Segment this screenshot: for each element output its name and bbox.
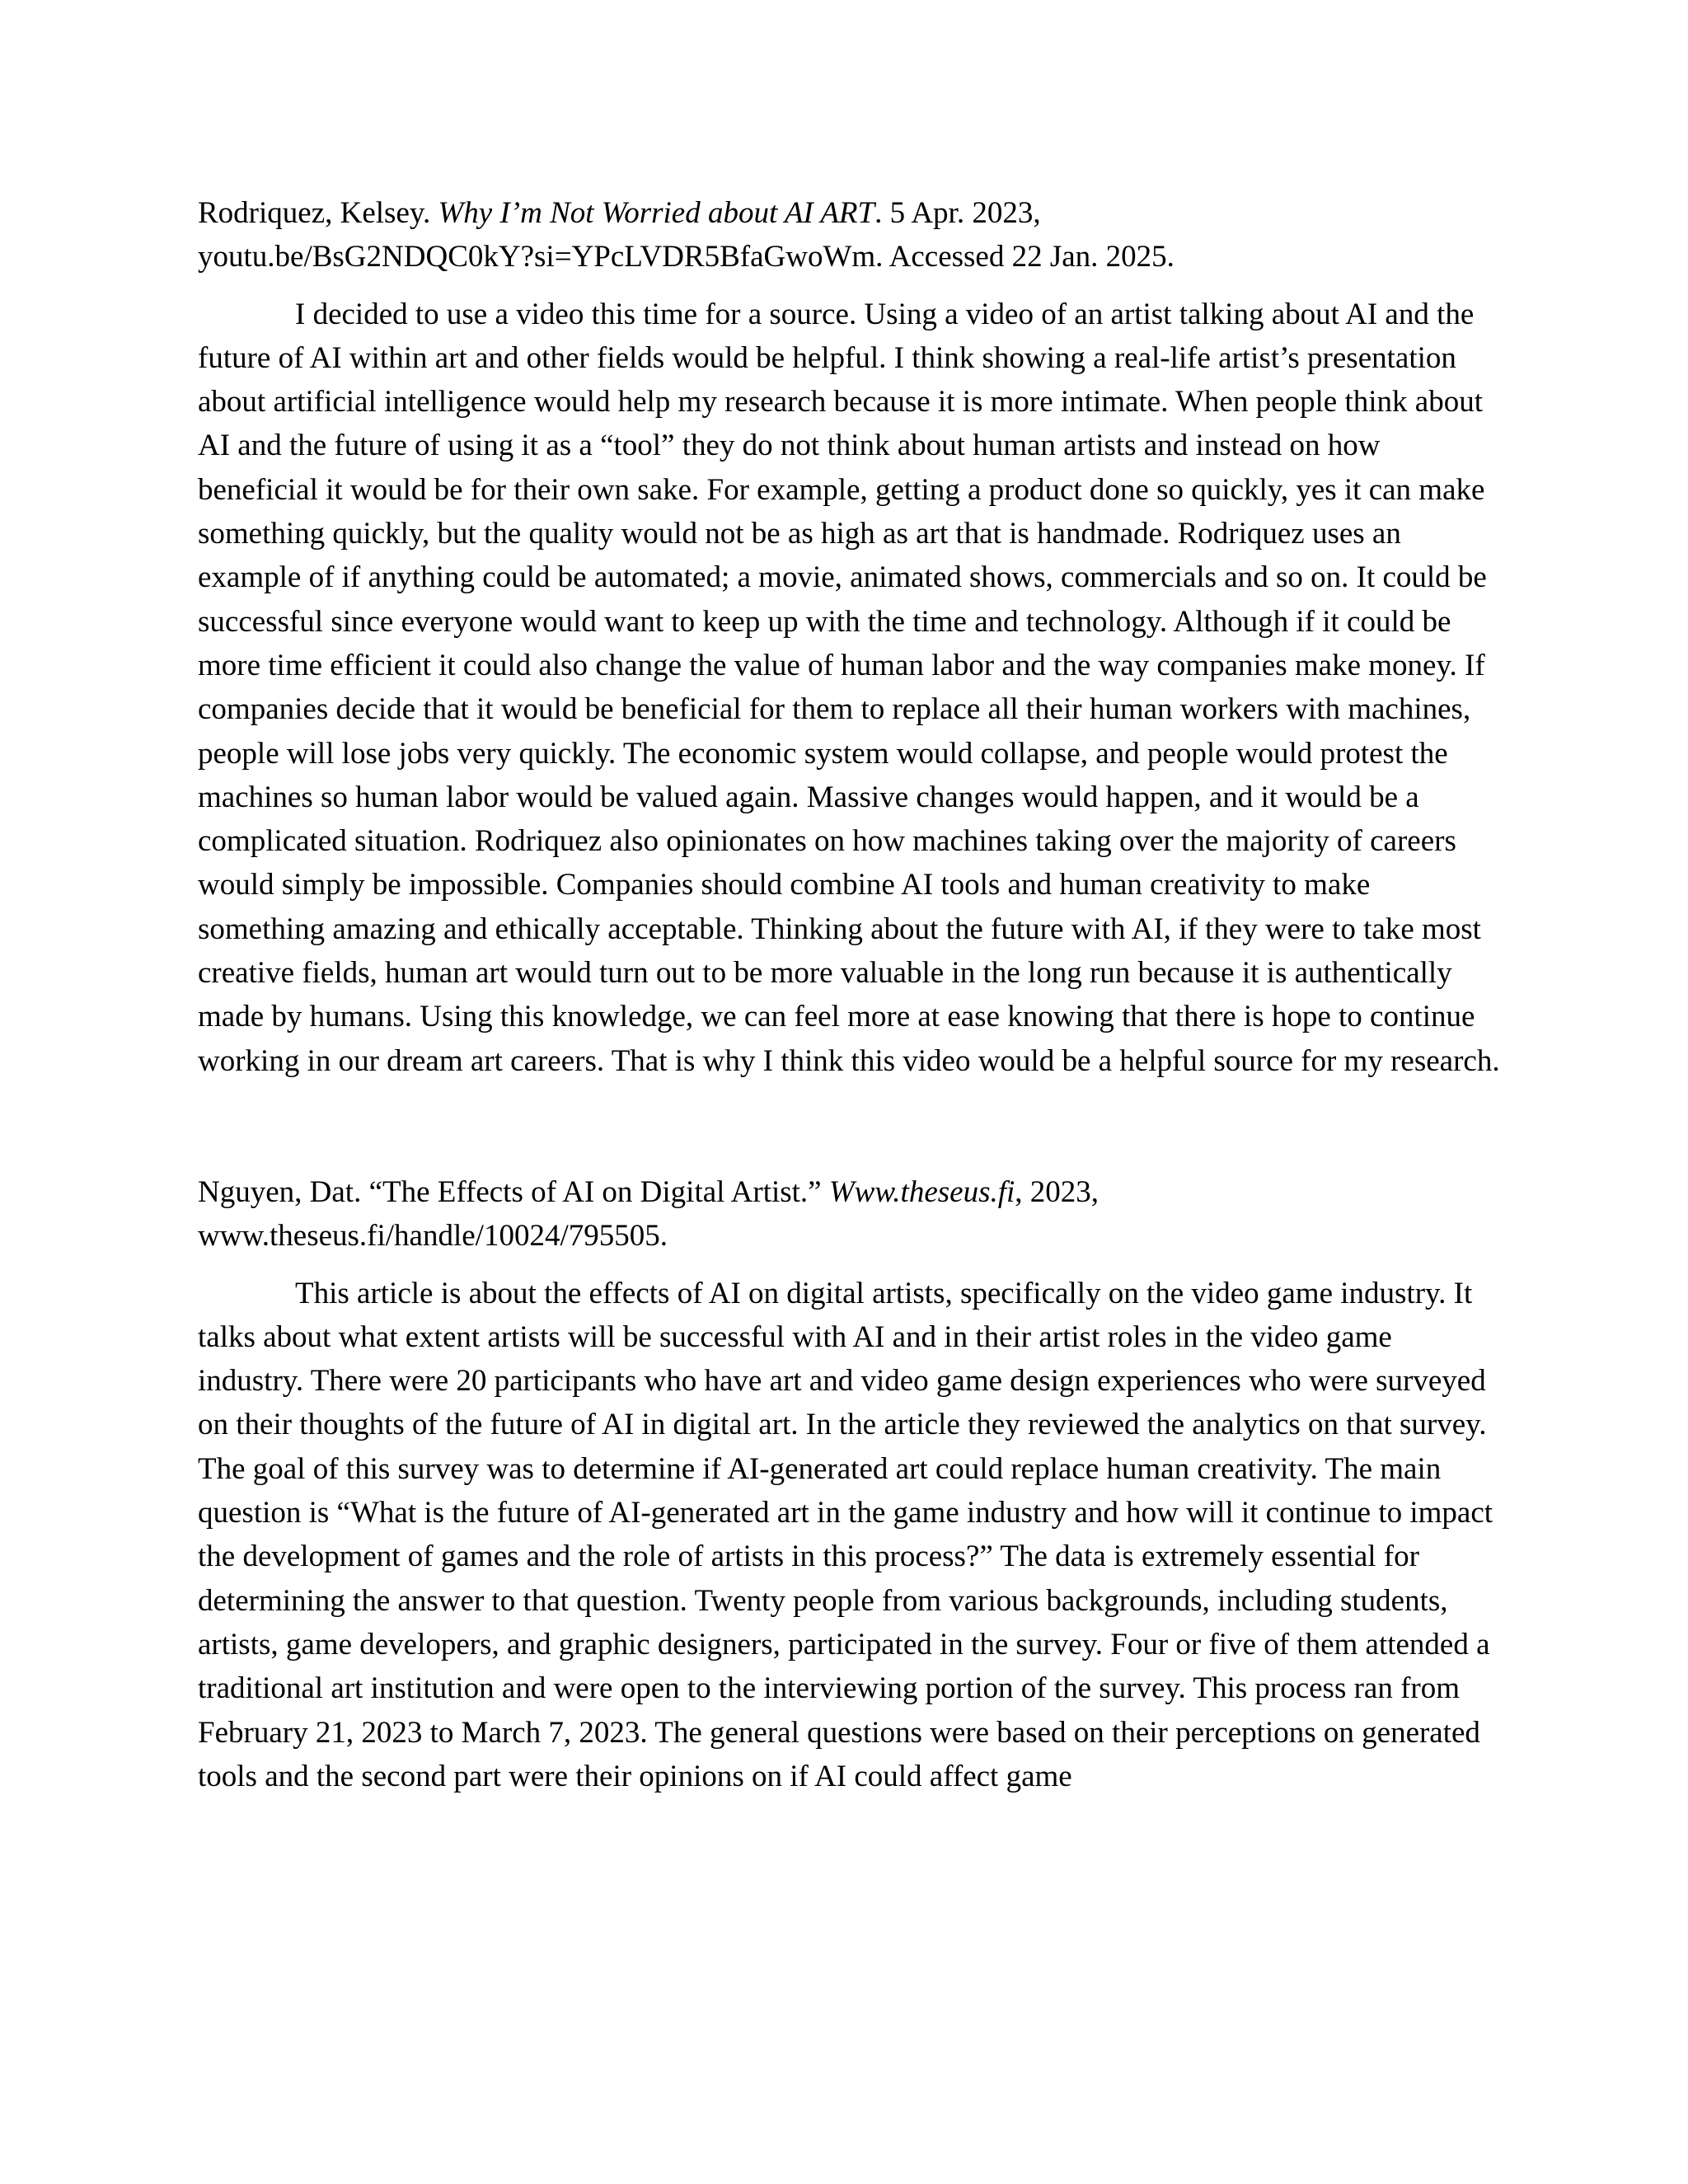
- citation-url-line: www.theseus.fi/handle/10024/795505.: [198, 1219, 668, 1254]
- annotation-paragraph-rodriquez: I decided to use a video this time for a source. Using a video of an artist talking about AI and the future of AI within art and other fields would be helpful. I think showing a real-life artist’s presentation about artificial intelligence would help my research because it is more intimate. When people think about AI and the future of using it as a “tool” they do not think about human artists and instead on how beneficial it would be for their own sake. For example, getting a product done so quickly, yes it can make something quickly, but the quality would not be as high as art that is handmade. Rodriquez uses an example of if anything could be automated; a movie, animated shows, commercials and so on. It could be successful since everyone would want to keep up with the time and technology. Although if it could be more time efficient it could also change the value of human labor and the way companies make money. If companies decide that it would be beneficial for them to replace all their human workers with machines, people will lose jobs very quickly. The economic system would collapse, and people would protest the machines so human labor would be valued again. Massive changes would happen, and it would be a complicated situation. Rodriquez also opinionates on how machines taking over the majority of careers would simply be impossible. Companies should combine AI tools and human creativity to make something amazing and ethically acceptable. Thinking about the future with AI, if they were to take most creative fields, human art would turn out to be more valuable in the long run because it is authentically made by humans. Using this knowledge, we can feel more at ease knowing that there is hope to continue working in our dream art careers. That is why I think this video would be a helpful source for my research.: [198, 297, 1500, 1078]
- annotation-paragraph-nguyen: This article is about the effects of AI on digital artists, specifically on the video game industry. It talks about what extent artists will be successful with AI and in their artist roles in the video game industry. There were 20 participants who have art and video game design experiences who were surveyed on their thoughts of the future of AI in digital art. In the article they reviewed the analytics on that survey. The goal of this survey was to determine if AI-generated art could replace human creativity. The main question is “What is the future of AI-generated art in the game industry and how will it continue to impact the development of games and the role of artists in this process?” The data is extremely essential for determining the answer to that question. Twenty people from various backgrounds, including students, artists, game developers, and graphic designers, participated in the survey. Four or five of them attended a traditional art institution and were open to the interviewing portion of the survey. This process ran from February 21, 2023 to March 7, 2023. The general questions were based on their perceptions on generated tools and the second part were their opinions on if AI could affect game: [198, 1276, 1493, 1793]
- citation-title: Www.theseus.fi: [828, 1174, 1015, 1209]
- document-page: [198, 191, 1500, 1798]
- citation-url-line: youtu.be/BsG2NDQC0kY?si=YPcLVDR5BfaGwoWm. Accessed 22 Jan. 2025.: [198, 240, 1175, 274]
- citation-nguyen: [198, 1170, 1500, 1258]
- bibliography-entry-nguyen: [198, 1170, 1500, 1798]
- citation-rodriquez: [198, 191, 1500, 279]
- citation-author: Rodriquez, Kelsey.: [198, 196, 438, 230]
- citation-author: Nguyen, Dat. “The Effects of AI on Digital Artist.”: [198, 1174, 829, 1209]
- bibliography-entry-rodriquez: [198, 191, 1500, 1083]
- citation-details: . 5 Apr. 2023,: [874, 196, 1041, 230]
- citation-title: Why I’m Not Worried about AI ART: [438, 196, 875, 230]
- citation-details: , 2023,: [1015, 1174, 1100, 1209]
